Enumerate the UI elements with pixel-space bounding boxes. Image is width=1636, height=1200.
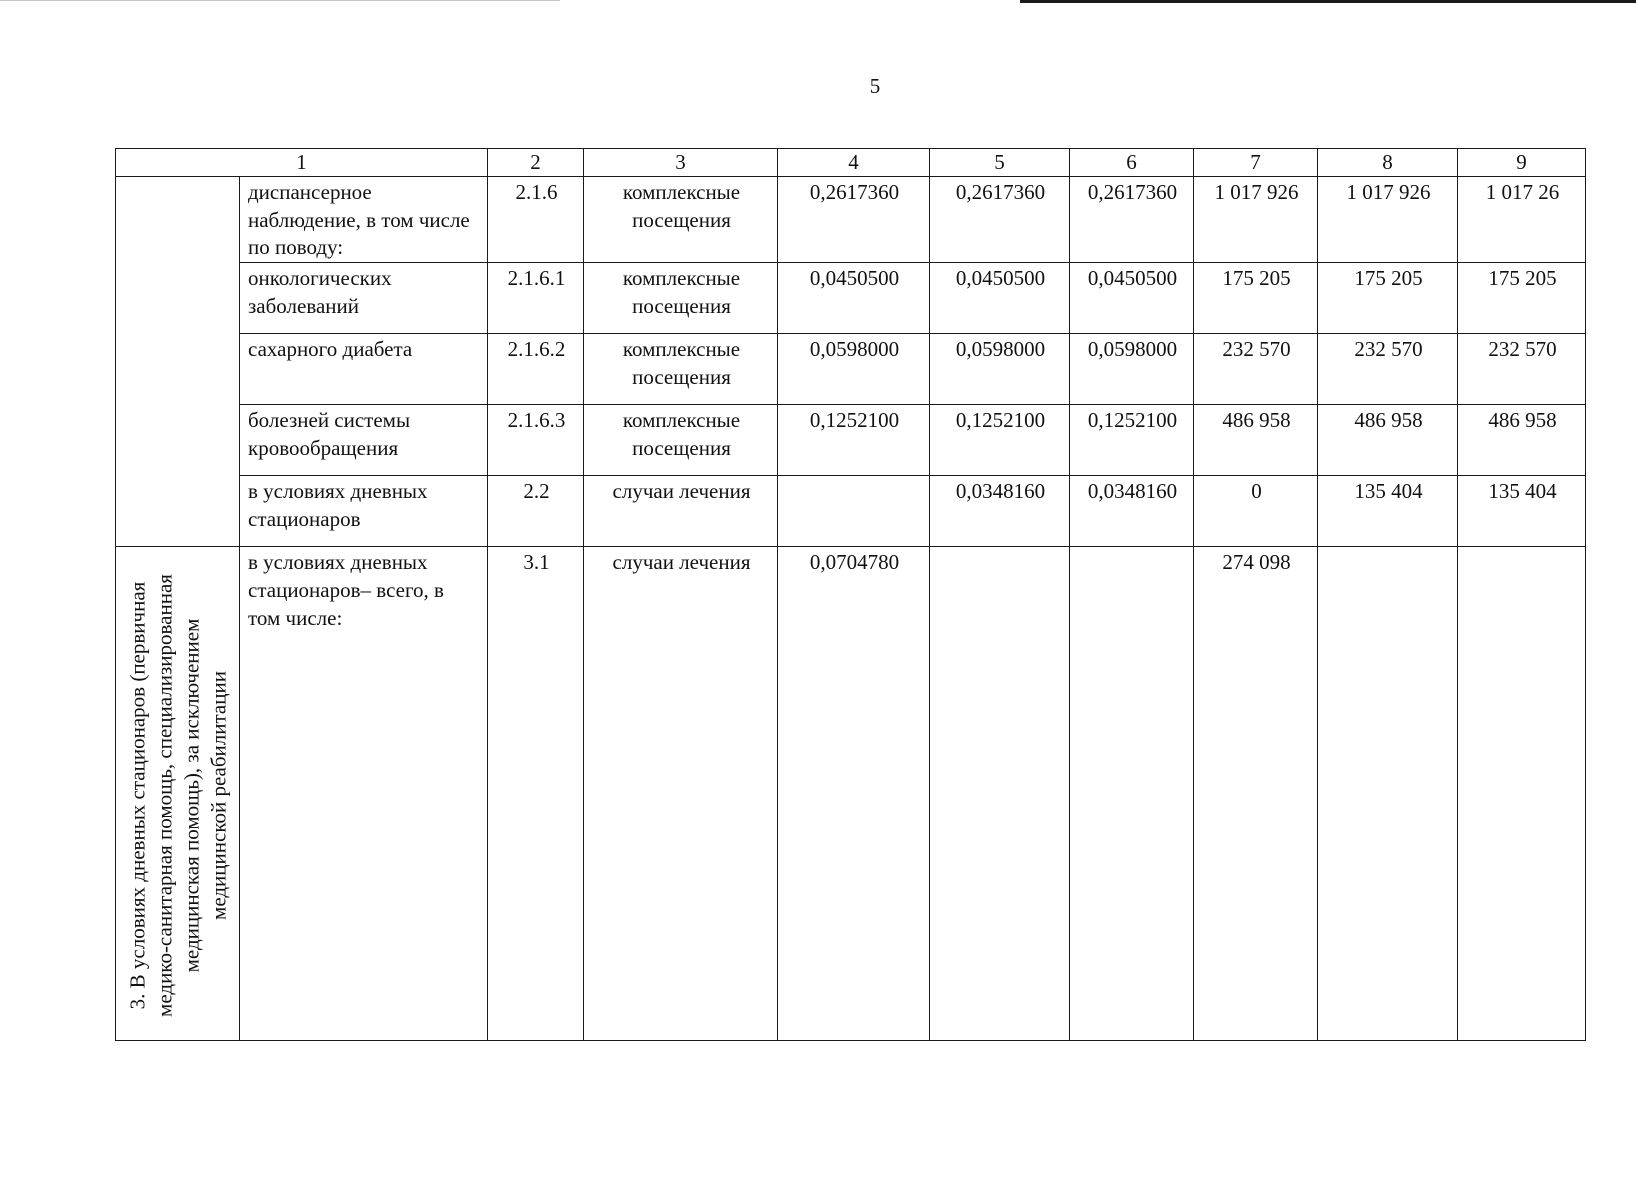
row-name-cell: болезней системы кровообращения [240,405,488,476]
section-heading: 3. В условиях дневных стационаров (первичная медико-санитарная помощь, специализированная медицинская помощь), за исключением медицинской реабилитации [124,573,230,1017]
value-cell: 0,0598000 [930,334,1070,405]
section-heading-cell [116,547,240,1041]
value-cell [1070,547,1194,1041]
row-code-cell: 2.1.6.3 [488,405,584,476]
value-cell: 0,2617360 [930,177,1070,263]
header-cell: 3 [584,149,778,177]
row-code-cell: 2.1.6.2 [488,334,584,405]
row-code-cell: 2.1.6 [488,177,584,263]
row-unit-cell: комплексные посещения [584,177,778,263]
value-cell: 0,0450500 [778,263,930,334]
row-code-cell: 3.1 [488,547,584,1041]
value-cell: 0,2617360 [1070,177,1194,263]
value-cell: 0,0348160 [1070,476,1194,547]
row-unit-cell: комплексные посещения [584,405,778,476]
value-cell: 0,0348160 [930,476,1070,547]
value-cell: 274 098 [1194,547,1318,1041]
table-row [116,334,1586,405]
section-cell-empty [116,177,240,547]
value-cell: 486 958 [1318,405,1458,476]
data-table [115,148,1586,1041]
value-cell: 1 017 26 [1458,177,1586,263]
row-unit-cell: случаи лечения [584,547,778,1041]
value-cell: 175 205 [1458,263,1586,334]
value-cell: 0,0450500 [930,263,1070,334]
value-cell: 0,0598000 [778,334,930,405]
header-cell: 1 [116,149,488,177]
value-cell: 0,2617360 [778,177,930,263]
table-row [116,476,1586,547]
table-row [116,263,1586,334]
value-cell: 232 570 [1318,334,1458,405]
header-cell: 8 [1318,149,1458,177]
table-row [116,405,1586,476]
row-unit-cell: комплексные посещения [584,334,778,405]
row-name-cell: онкологических заболеваний [240,263,488,334]
value-cell: 0,1252100 [930,405,1070,476]
value-cell: 175 205 [1194,263,1318,334]
table-header-row [116,149,1586,177]
value-cell: 0,1252100 [1070,405,1194,476]
value-cell: 135 404 [1458,476,1586,547]
header-cell: 4 [778,149,930,177]
row-code-cell: 2.1.6.1 [488,263,584,334]
scan-edge-line [1020,0,1636,3]
value-cell: 0,0598000 [1070,334,1194,405]
row-unit-cell: комплексные посещения [584,263,778,334]
header-cell: 5 [930,149,1070,177]
row-name-cell: сахарного диабета [240,334,488,405]
value-cell: 1 017 926 [1318,177,1458,263]
header-cell: 7 [1194,149,1318,177]
row-unit-cell: случаи лечения [584,476,778,547]
value-cell: 0,1252100 [778,405,930,476]
value-cell: 232 570 [1458,334,1586,405]
value-cell: 232 570 [1194,334,1318,405]
value-cell: 135 404 [1318,476,1458,547]
row-name-cell: диспансерное наблюдение, в том числе по поводу: [240,177,488,263]
row-code-cell: 2.2 [488,476,584,547]
header-cell: 2 [488,149,584,177]
value-cell [930,547,1070,1041]
value-cell: 486 958 [1458,405,1586,476]
value-cell: 0,0704780 [778,547,930,1041]
value-cell: 175 205 [1318,263,1458,334]
value-cell: 0,0450500 [1070,263,1194,334]
scan-edge-line [0,0,560,1]
value-cell: 486 958 [1194,405,1318,476]
table-row [116,177,1586,263]
header-cell: 9 [1458,149,1586,177]
table-row [116,547,1586,1041]
row-name-cell: в условиях дневных стационаров– всего, в том числе: [240,547,488,1041]
value-cell: 0 [1194,476,1318,547]
value-cell: 1 017 926 [1194,177,1318,263]
value-cell [1318,547,1458,1041]
header-cell: 6 [1070,149,1194,177]
value-cell [778,476,930,547]
page-number: 5 [869,74,881,98]
row-name-cell: в условиях дневных стационаров [240,476,488,547]
value-cell [1458,547,1586,1041]
